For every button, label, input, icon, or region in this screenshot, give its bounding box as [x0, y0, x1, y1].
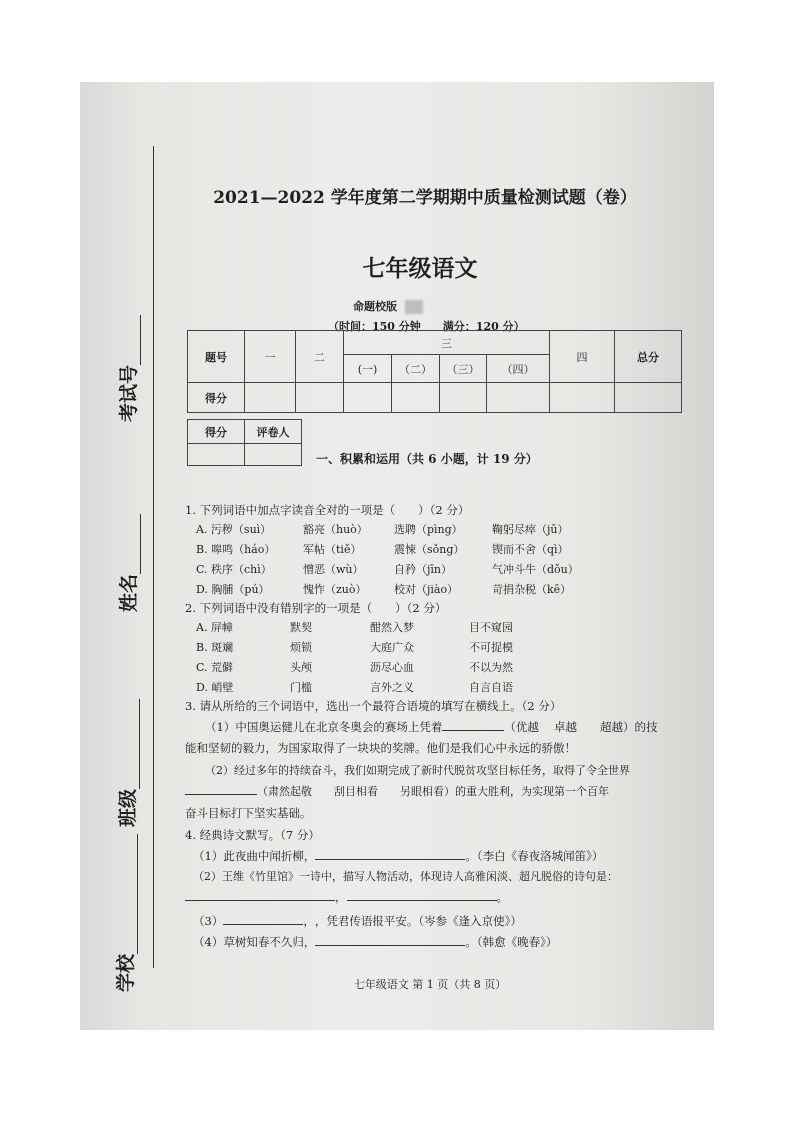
q3-p2: （肃然起敬 刮目相看 另眼相看）的重大胜利，为实现第一个百年 — [185, 783, 609, 799]
q1-stem: 1. 下列词语中加点字读音全对的一项是（ ）（2 分） — [185, 503, 470, 517]
q1-b2: 军帖（tiě） — [303, 543, 362, 556]
q2-a3: 酣然入梦 — [370, 621, 414, 634]
q2-b4: 不可捉模 — [469, 641, 513, 654]
answer-blank[interactable] — [442, 719, 504, 731]
q3-p1c: 能和坚韧的毅力，为国家取得了一块块的奖牌。他们是我们心中永远的骄傲！ — [185, 741, 576, 755]
q4-stem: 4. 经典诗文默写。（7 分） — [185, 828, 320, 842]
col-total: 总分 — [615, 331, 682, 383]
q2-b3: 大庭广众 — [370, 641, 414, 654]
score-cell[interactable] — [296, 383, 344, 413]
sub-col-1: (一) — [344, 355, 392, 383]
score-cell[interactable] — [487, 383, 550, 413]
sub-col-4: （四） — [487, 355, 550, 383]
q4-l4: （4）草树知春不久归， 。（韩愈《晚春》） — [193, 935, 558, 949]
q1-a1: A. 污秽（suì） — [196, 523, 272, 536]
q1-a2: 豁亮（huò） — [303, 523, 368, 536]
q4-l2-blanks: ， 。 — [185, 889, 508, 905]
q2-d2: 门槛 — [290, 681, 312, 694]
q3-p2c: 奋斗目标打下坚实基础。 — [185, 806, 312, 820]
answer-blank[interactable] — [223, 913, 303, 925]
q1-b3: 震悚（sǒng） — [394, 543, 465, 556]
q2-c1: C. 荒僻 — [196, 661, 234, 674]
q2-b2: 烦锁 — [290, 641, 312, 654]
col-label: 题号 — [188, 331, 245, 383]
q2-d1: D. 峭壁 — [196, 681, 234, 694]
subject-title: 七年级语文 — [362, 256, 478, 282]
col-1: 一 — [245, 331, 296, 383]
school-label: 命题校版 — [353, 298, 423, 314]
col-3: 三 — [344, 331, 550, 355]
redacted-mark — [405, 300, 423, 314]
q2-b1: B. 斑斓 — [196, 641, 234, 654]
q2-c2: 头颅 — [290, 661, 312, 674]
answer-blank[interactable] — [315, 934, 465, 946]
mini-score-label: 得分 — [188, 420, 245, 444]
q1-c1: C. 秩序（chì） — [196, 563, 272, 576]
time-info: （时间：150 分钟 满分：120 分） — [328, 320, 525, 333]
q2-d3: 言外之义 — [370, 681, 414, 694]
q1-d2: 愧怍（zuò） — [303, 583, 367, 596]
binding-line — [153, 146, 154, 968]
q4-l1: （1）此夜曲中闻折柳， 。（李白《春夜洛城闻笛》） — [193, 849, 604, 863]
sub-col-3: （三） — [440, 355, 487, 383]
answer-blank[interactable] — [185, 889, 335, 901]
sub-col-2: （二） — [392, 355, 440, 383]
q3-stem: 3. 请从所给的三个词语中，选出一个最符合语境的填写在横线上。（2 分） — [185, 699, 562, 713]
q4-l2: （2）王维《竹里馆》一诗中，描写人物活动，体现诗人高雅闲淡、超凡脱俗的诗句是： — [193, 870, 618, 883]
score-cell[interactable] — [344, 383, 392, 413]
score-cell[interactable] — [550, 383, 615, 413]
school-field: 学校 — [111, 822, 135, 992]
answer-blank[interactable] — [315, 848, 465, 860]
q1-b4: 锲而不舍（qì） — [492, 543, 569, 556]
col-2: 二 — [296, 331, 344, 383]
q2-a1: A. 屏幛 — [196, 621, 233, 634]
q2-stem: 2. 下列词语中没有错别字的一项是（ ）（2 分） — [185, 601, 447, 615]
score-table — [187, 330, 682, 413]
score-cell[interactable] — [440, 383, 487, 413]
q2-c3: 沥尽心血 — [370, 661, 414, 674]
page-footer: 七年级语文 第 1 页（共 8 页） — [353, 978, 507, 991]
answer-blank[interactable] — [347, 889, 497, 901]
q3-p1: （1）中国奥运健儿在北京冬奥会的赛场上凭着 （优越 卓越 超越）的技 — [205, 720, 658, 734]
mini-grader-label: 评卷人 — [245, 420, 302, 444]
q1-c3: 自矜（jīn） — [394, 563, 453, 576]
q1-a4: 鞠躬尽瘁（jū） — [492, 523, 569, 536]
q2-a4: 目不窥园 — [469, 621, 513, 634]
score-cell[interactable] — [615, 383, 682, 413]
q1-c4: 气冲斗牛（dǒu） — [492, 563, 579, 576]
name-field: 姓名 — [114, 492, 138, 612]
exam-title: 2021—2022 学年度第二学期期中质量检测试题（卷） — [213, 188, 637, 208]
col-4: 四 — [550, 331, 615, 383]
mini-grader-cell[interactable] — [245, 444, 302, 466]
mini-score-cell[interactable] — [188, 444, 245, 466]
score-cell[interactable] — [245, 383, 296, 413]
score-cell[interactable] — [392, 383, 440, 413]
section-title: 一、积累和运用（共 6 小题，计 19 分） — [316, 452, 538, 466]
q2-a2: 默契 — [290, 621, 312, 634]
q1-d1: D. 胸脯（pú） — [196, 583, 270, 596]
q1-a3: 选聘（pìng） — [394, 523, 463, 536]
q1-d3: 校对（jiào） — [394, 583, 459, 596]
answer-blank[interactable] — [185, 783, 257, 795]
q3-p2a: （2）经过多年的持续奋斗，我们如期完成了新时代脱贫攻坚目标任务，取得了令全世界 — [205, 764, 630, 777]
q1-d4: 苛捐杂税（kē） — [492, 583, 572, 596]
q4-l3: （3） ，，凭君传语报平安。（岑参《逢入京使》） — [193, 914, 522, 928]
exam-number-field: 考试号 — [114, 302, 138, 422]
grader-table — [187, 419, 302, 466]
q1-b1: B. 嗥鸣（háo） — [196, 543, 276, 556]
q2-c4: 不以为然 — [469, 661, 513, 674]
q1-c2: 憎恶（wù） — [303, 563, 364, 576]
row-label: 得分 — [188, 383, 245, 413]
class-field: 班级 — [113, 677, 137, 827]
q2-d4: 自言自语 — [469, 681, 513, 694]
